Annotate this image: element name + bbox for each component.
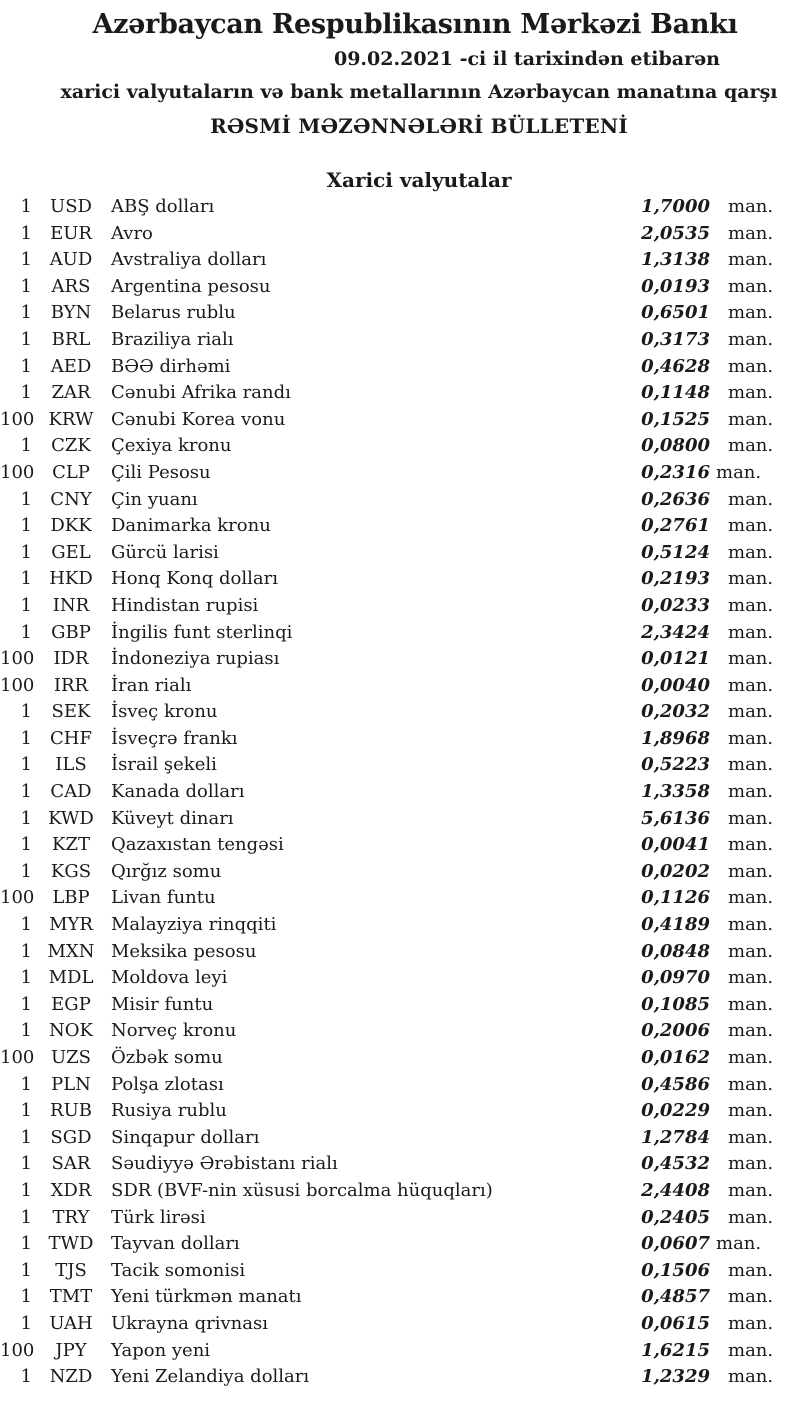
unit-label: man.	[728, 222, 774, 244]
currency-code-cell: UZS	[50, 1047, 91, 1068]
currency-name-cell: Çin yuanı	[111, 488, 198, 510]
rate-value-cell: 1,7000	[641, 196, 710, 217]
table-row	[0, 939, 800, 966]
unit-label: man.	[728, 1126, 774, 1148]
currency-code-cell: HKD	[49, 568, 93, 590]
quantity-cell: 1	[20, 781, 32, 803]
currency-code-cell: CNY	[50, 488, 92, 510]
table-row	[0, 912, 800, 939]
rate-value-cell: 2,3424	[641, 621, 710, 643]
unit-label: man.	[728, 993, 774, 1015]
currency-code-cell: KRW	[48, 408, 94, 430]
table-row	[0, 407, 800, 434]
quantity-cell: 1	[20, 1073, 32, 1095]
table-row	[0, 1018, 800, 1045]
currency-name-cell: Meksika pesosu	[111, 940, 257, 962]
table-row	[0, 620, 800, 647]
quantity-cell: 100	[0, 1047, 35, 1068]
rate-value-cell: 1,2329	[641, 1366, 710, 1388]
currency-name-cell: Türk lirəsi	[111, 1206, 206, 1228]
table-row	[0, 885, 800, 912]
rate-value-cell: 0,0607	[641, 1233, 710, 1255]
table-row	[0, 566, 800, 593]
rate-value-cell: 0,0041	[641, 834, 710, 856]
currency-code-cell: IRR	[53, 674, 89, 696]
rate-value-cell: 0,0615	[641, 1312, 710, 1334]
table-row	[0, 300, 800, 327]
quantity-cell: 1	[20, 515, 32, 537]
currency-code-cell: DKK	[50, 515, 92, 537]
quantity-cell: 1	[20, 1153, 32, 1175]
quantity-cell: 1	[20, 275, 32, 297]
currency-name-cell: Malayziya rinqqiti	[111, 914, 277, 936]
rate-value-cell: 0,0229	[641, 1100, 710, 1122]
currency-name-cell: Yapon yeni	[111, 1339, 211, 1361]
quantity-cell: 1	[20, 249, 32, 271]
quantity-cell: 1	[20, 1020, 32, 1042]
quantity-cell: 1	[20, 701, 32, 723]
currency-name-cell: Çexiya kronu	[111, 435, 232, 457]
currency-code-cell: CAD	[50, 781, 92, 803]
table-row	[0, 1205, 800, 1232]
currency-name-cell: Argentina pesosu	[111, 275, 271, 297]
currency-name-cell: Moldova leyi	[111, 967, 228, 989]
currency-name-cell: İsveçrə frankı	[111, 727, 238, 749]
quantity-cell: 1	[20, 435, 32, 457]
currency-code-cell: TRY	[52, 1206, 90, 1228]
rate-value-cell: 0,5124	[641, 541, 710, 563]
currency-code-cell: UAH	[49, 1312, 93, 1334]
quantity-cell: 1	[20, 727, 32, 749]
quantity-cell: 1	[20, 1233, 32, 1255]
unit-label: man.	[728, 488, 774, 510]
rate-value-cell: 1,3358	[641, 781, 710, 803]
quantity-cell: 1	[20, 860, 32, 882]
quantity-cell: 1	[20, 302, 32, 324]
currency-name-cell: Avro	[111, 222, 153, 244]
currency-code-cell: INR	[52, 594, 90, 616]
currency-code-cell: JPY	[55, 1339, 87, 1361]
effective-date-line: 09.02.2021 -ci il tarixindən etibarən	[333, 48, 720, 70]
rates-table	[0, 194, 800, 1391]
rate-value-cell: 0,0848	[641, 940, 710, 962]
currency-code-cell: ARS	[51, 275, 91, 297]
currency-name-cell: Cənubi Afrika randı	[111, 382, 291, 404]
rate-value-cell: 0,3173	[641, 328, 710, 350]
table-row	[0, 1311, 800, 1338]
rate-value-cell: 0,1085	[641, 993, 710, 1015]
quantity-cell: 1	[20, 914, 32, 936]
unit-label: man.	[728, 568, 774, 590]
unit-label: man.	[728, 408, 774, 430]
rate-value-cell: 0,6501	[641, 302, 710, 324]
unit-label: man.	[728, 1286, 774, 1308]
unit-label: man.	[728, 302, 774, 324]
unit-label: man.	[728, 914, 774, 936]
unit-label: man.	[728, 754, 774, 776]
unit-label: man.	[728, 1073, 774, 1095]
currency-name-cell: Cənubi Korea vonu	[111, 408, 286, 430]
unit-label: man.	[728, 1366, 774, 1388]
quantity-cell: 1	[20, 807, 32, 829]
quantity-cell: 1	[20, 967, 32, 989]
currency-name-cell: Danimarka kronu	[111, 515, 271, 537]
quantity-cell: 1	[20, 594, 32, 616]
unit-label: man.	[728, 1259, 774, 1281]
rate-value-cell: 0,4857	[641, 1286, 710, 1308]
unit-label: man.	[728, 701, 774, 723]
currency-name-cell: Yeni Zelandiya dolları	[111, 1366, 310, 1388]
unit-label: man.	[728, 940, 774, 962]
currency-name-cell: Tacik somonisi	[111, 1259, 246, 1281]
quantity-cell: 1	[20, 1179, 32, 1201]
quantity-cell: 1	[20, 754, 32, 776]
currency-name-cell: Belarus rublu	[111, 302, 236, 324]
rate-value-cell: 1,6215	[641, 1339, 710, 1361]
rate-value-cell: 1,2784	[641, 1126, 710, 1148]
currency-name-cell: Gürcü larisi	[111, 541, 219, 563]
currency-name-cell: Norveç kronu	[111, 1020, 237, 1042]
currency-code-cell: AED	[50, 355, 92, 377]
currency-name-cell: Hindistan rupisi	[111, 594, 259, 616]
currency-code-cell: GEL	[51, 541, 91, 563]
table-row	[0, 354, 800, 381]
quantity-cell: 100	[0, 648, 35, 670]
currency-code-cell: MDL	[48, 967, 94, 989]
currency-code-cell: RUB	[50, 1100, 92, 1122]
currency-name-cell: Misir funtu	[111, 993, 214, 1015]
table-row	[0, 1284, 800, 1311]
table-row	[0, 806, 800, 833]
rate-value-cell: 0,2316	[641, 461, 710, 483]
currency-code-cell: EUR	[50, 222, 92, 244]
rate-value-cell: 0,2193	[641, 568, 710, 590]
currency-code-cell: MYR	[49, 914, 93, 936]
table-row	[0, 1364, 800, 1391]
currency-name-cell: Küveyt dinarı	[111, 807, 234, 829]
quantity-cell: 100	[0, 408, 35, 430]
unit-label: man.	[728, 249, 774, 271]
rate-value-cell: 2,0535	[641, 222, 710, 244]
rate-value-cell: 0,1148	[641, 382, 710, 404]
section-title-foreign-currencies: Xarici valyutalar	[326, 168, 512, 192]
table-row	[0, 221, 800, 248]
currency-name-cell: Kanada dolları	[111, 781, 245, 803]
quantity-cell: 1	[20, 940, 32, 962]
currency-name-cell: SDR (BVF-nin xüsusi borcalma hüquqları)	[111, 1179, 493, 1201]
table-row	[0, 646, 800, 673]
unit-label: man.	[728, 860, 774, 882]
currency-name-cell: BƏƏ dirhəmi	[111, 355, 231, 377]
rate-value-cell: 0,0162	[641, 1047, 710, 1068]
table-row	[0, 992, 800, 1019]
currency-code-cell: BRL	[51, 328, 91, 350]
currency-name-cell: Livan funtu	[111, 887, 216, 909]
rate-value-cell: 2,4408	[641, 1179, 710, 1201]
currency-name-cell: Sinqapur dolları	[111, 1126, 260, 1148]
quantity-cell: 100	[0, 461, 35, 483]
unit-label: man.	[728, 781, 774, 803]
quantity-cell: 100	[0, 674, 35, 696]
table-row	[0, 779, 800, 806]
page-title: Azərbaycan Respublikasının Mərkəzi Bankı	[92, 9, 738, 40]
currency-code-cell: KZT	[52, 834, 90, 856]
currency-code-cell: KGS	[50, 860, 92, 882]
table-row	[0, 593, 800, 620]
table-row	[0, 540, 800, 567]
table-row	[0, 832, 800, 859]
currency-name-cell: İran rialı	[111, 674, 192, 696]
quantity-cell: 100	[0, 1339, 35, 1361]
table-row	[0, 1098, 800, 1125]
quantity-cell: 1	[20, 834, 32, 856]
table-row	[0, 1125, 800, 1152]
unit-label: man.	[728, 967, 774, 989]
currency-name-cell: Qazaxıstan tengəsi	[111, 834, 284, 856]
unit-label: man.	[728, 435, 774, 457]
currency-code-cell: GBP	[51, 621, 91, 643]
rate-value-cell: 0,1126	[641, 887, 710, 909]
currency-code-cell: XDR	[50, 1179, 92, 1201]
table-row	[0, 433, 800, 460]
currency-code-cell: NZD	[49, 1366, 93, 1388]
currency-name-cell: Polşa zlotası	[111, 1073, 224, 1095]
currency-name-cell: Ukrayna qrivnası	[111, 1312, 268, 1334]
unit-label: man.	[728, 1339, 774, 1361]
currency-name-cell: Yeni türkmən manatı	[111, 1286, 302, 1308]
currency-code-cell: USD	[50, 196, 92, 217]
unit-label: man.	[728, 1047, 774, 1068]
currency-code-cell: BYN	[50, 302, 92, 324]
table-row	[0, 247, 800, 274]
table-row	[0, 380, 800, 407]
currency-name-cell: Çili Pesosu	[111, 461, 211, 483]
unit-label: man.	[728, 541, 774, 563]
quantity-cell: 1	[20, 1312, 32, 1334]
table-row	[0, 1178, 800, 1205]
rate-value-cell: 0,2405	[641, 1206, 710, 1228]
rate-value-cell: 0,0193	[641, 275, 710, 297]
rate-value-cell: 0,1506	[641, 1259, 710, 1281]
rate-value-cell: 1,3138	[641, 249, 710, 271]
unit-label: man.	[728, 1179, 774, 1201]
currency-name-cell: İndoneziya rupiası	[111, 648, 280, 670]
quantity-cell: 1	[20, 222, 32, 244]
quantity-cell: 1	[20, 1259, 32, 1281]
table-row	[0, 1151, 800, 1178]
unit-label: man.	[728, 275, 774, 297]
table-row	[0, 1045, 800, 1072]
currency-name-cell: İsrail şekeli	[111, 754, 217, 776]
table-row	[0, 1231, 800, 1258]
rate-value-cell: 5,6136	[641, 807, 710, 829]
unit-label: man.	[728, 807, 774, 829]
currency-code-cell: IDR	[53, 648, 89, 670]
unit-label: man.	[728, 382, 774, 404]
currency-name-cell: Avstraliya dolları	[111, 249, 267, 271]
currency-code-cell: SGD	[50, 1126, 92, 1148]
currency-code-cell: KWD	[48, 807, 94, 829]
quantity-cell: 1	[20, 1286, 32, 1308]
currency-code-cell: CHF	[50, 727, 92, 749]
table-row	[0, 194, 800, 221]
rate-value-cell: 0,0800	[641, 435, 710, 457]
rate-value-cell: 1,8968	[641, 727, 710, 749]
unit-label: man.	[728, 196, 774, 217]
unit-label: man.	[728, 1312, 774, 1334]
rate-value-cell: 0,0040	[641, 674, 710, 696]
unit-label: man.	[728, 1100, 774, 1122]
currency-code-cell: EGP	[51, 993, 91, 1015]
currency-code-cell: TMT	[49, 1286, 93, 1308]
quantity-cell: 1	[20, 621, 32, 643]
currency-name-cell: Tayvan dolları	[111, 1233, 240, 1255]
currency-name-cell: Rusiya rublu	[111, 1100, 227, 1122]
rate-value-cell: 0,0970	[641, 967, 710, 989]
rate-value-cell: 0,0233	[641, 594, 710, 616]
currency-code-cell: TWD	[48, 1233, 94, 1255]
table-row	[0, 274, 800, 301]
unit-label: man.	[716, 1233, 762, 1255]
currency-code-cell: CZK	[51, 435, 91, 457]
unit-label: man.	[728, 594, 774, 616]
table-row	[0, 1072, 800, 1099]
unit-label: man.	[716, 461, 762, 483]
table-row	[0, 460, 800, 487]
table-row	[0, 699, 800, 726]
unit-label: man.	[728, 727, 774, 749]
unit-label: man.	[728, 515, 774, 537]
unit-label: man.	[728, 1020, 774, 1042]
currency-code-cell: CLP	[52, 461, 90, 483]
currency-name-cell: İngilis funt sterlinqi	[111, 621, 293, 643]
currency-code-cell: SEK	[51, 701, 91, 723]
table-row	[0, 726, 800, 753]
currency-name-cell: ABŞ dolları	[111, 196, 215, 217]
rate-value-cell: 0,4189	[641, 914, 710, 936]
currency-name-cell: Honq Konq dolları	[111, 568, 278, 590]
unit-label: man.	[728, 887, 774, 909]
rate-value-cell: 0,1525	[641, 408, 710, 430]
rate-value-cell: 0,5223	[641, 754, 710, 776]
currency-name-cell: Səudiyyə Ərəbistanı rialı	[111, 1153, 338, 1175]
currency-code-cell: PLN	[51, 1073, 91, 1095]
quantity-cell: 1	[20, 382, 32, 404]
rate-value-cell: 0,4586	[641, 1073, 710, 1095]
quantity-cell: 100	[0, 887, 35, 909]
table-row	[0, 673, 800, 700]
quantity-cell: 1	[20, 541, 32, 563]
currency-code-cell: MXN	[47, 940, 95, 962]
quantity-cell: 1	[20, 355, 32, 377]
quantity-cell: 1	[20, 1100, 32, 1122]
currency-code-cell: ZAR	[51, 382, 91, 404]
quantity-cell: 1	[20, 328, 32, 350]
quantity-cell: 1	[20, 488, 32, 510]
quantity-cell: 1	[20, 993, 32, 1015]
unit-label: man.	[728, 648, 774, 670]
table-row	[0, 1338, 800, 1365]
unit-label: man.	[728, 1206, 774, 1228]
unit-label: man.	[728, 834, 774, 856]
currency-code-cell: AUD	[49, 249, 93, 271]
currency-code-cell: TJS	[55, 1259, 87, 1281]
currency-code-cell: SAR	[51, 1153, 91, 1175]
rate-value-cell: 0,4532	[641, 1153, 710, 1175]
bulletin-title: RƏSMİ MƏZƏNNƏLƏRİ BÜLLETENİ	[210, 114, 628, 138]
table-row	[0, 752, 800, 779]
unit-label: man.	[728, 328, 774, 350]
table-row	[0, 327, 800, 354]
table-row	[0, 859, 800, 886]
currency-code-cell: NOK	[49, 1020, 93, 1042]
currency-code-cell: ILS	[55, 754, 87, 776]
table-row	[0, 513, 800, 540]
table-row	[0, 1258, 800, 1285]
currency-name-cell: Qırğız somu	[111, 860, 222, 882]
rate-value-cell: 0,2636	[641, 488, 710, 510]
unit-label: man.	[728, 674, 774, 696]
unit-label: man.	[728, 621, 774, 643]
currency-name-cell: Özbək somu	[111, 1047, 223, 1068]
unit-label: man.	[728, 355, 774, 377]
rate-value-cell: 0,2761	[641, 515, 710, 537]
quantity-cell: 1	[20, 1206, 32, 1228]
quantity-cell: 1	[20, 1366, 32, 1388]
currency-code-cell: LBP	[52, 887, 90, 909]
quantity-cell: 1	[20, 196, 32, 217]
quantity-cell: 1	[20, 568, 32, 590]
rate-value-cell: 0,0121	[641, 648, 710, 670]
rate-value-cell: 0,2032	[641, 701, 710, 723]
table-row	[0, 965, 800, 992]
rate-value-cell: 0,0202	[641, 860, 710, 882]
quantity-cell: 1	[20, 1126, 32, 1148]
currency-name-cell: Braziliya rialı	[111, 328, 234, 350]
currency-name-cell: İsveç kronu	[111, 701, 218, 723]
table-row	[0, 487, 800, 514]
unit-label: man.	[728, 1153, 774, 1175]
rate-value-cell: 0,2006	[641, 1020, 710, 1042]
rate-value-cell: 0,4628	[641, 355, 710, 377]
subtitle-line: xarici valyutaların və bank metallarının Azərbaycan manatına qarşı	[60, 81, 778, 103]
